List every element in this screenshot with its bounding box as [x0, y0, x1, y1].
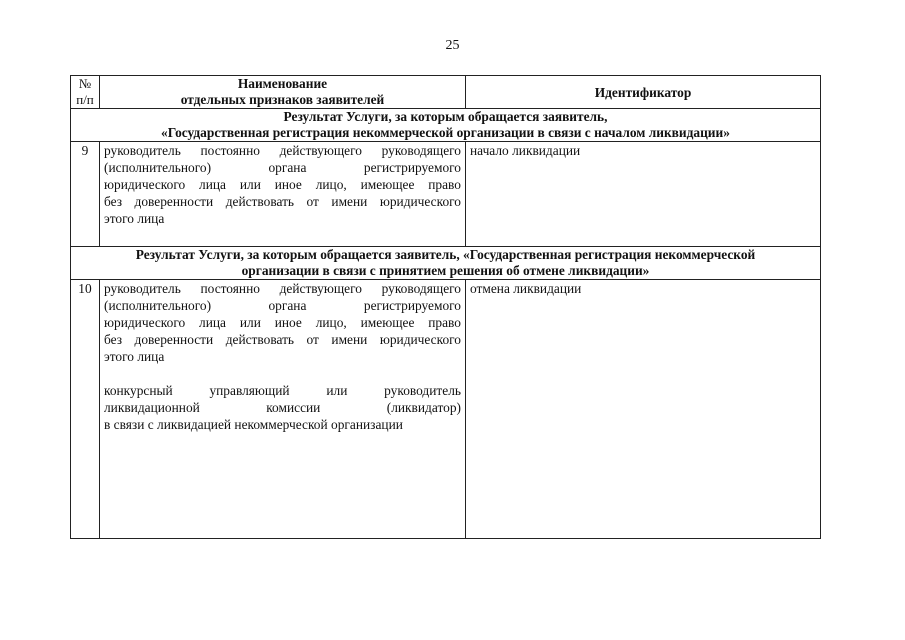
- document-table: [70, 75, 821, 539]
- row-number: 9: [71, 142, 100, 247]
- row-name: руководитель постоянно действующего руководящего (исполнительного) органа регистрируемого юридического лица или иное лицо, имеющее право без доверенности действовать от имени юридического этого лица конкурсный управляющий или руководитель ликвидационной комиссии (ликвидатор) в связи с ликвидацией некоммерческой организации: [100, 280, 466, 539]
- row-name: руководитель постоянно действующего руководящего (исполнительного) органа регистрируемого юридического лица или иное лицо, имеющее право без доверенности действовать от имени юридического этого лица: [100, 142, 466, 247]
- section-title: Результат Услуги, за которым обращается заявитель, «Государственная регистрация некоммерческой организации в связи с началом ликвидации»: [71, 109, 821, 142]
- page-number: 25: [445, 38, 460, 53]
- table-row: [71, 142, 821, 247]
- section-row: [71, 109, 821, 142]
- header-num: № п/п: [71, 76, 100, 109]
- table-header-row: [71, 76, 821, 109]
- section-title: Результат Услуги, за которым обращается заявитель, «Государственная регистрация некоммерческой организации в связи с принятием решения об отмене ликвидации»: [71, 247, 821, 280]
- table-row: [71, 280, 821, 539]
- row-number: 10: [71, 280, 100, 539]
- header-identifier: Идентификатор: [466, 76, 821, 109]
- header-name: Наименование отдельных признаков заявителей: [100, 76, 466, 109]
- row-identifier: отмена ликвидации: [466, 280, 821, 539]
- section-row: [71, 247, 821, 280]
- row-identifier: начало ликвидации: [466, 142, 821, 247]
